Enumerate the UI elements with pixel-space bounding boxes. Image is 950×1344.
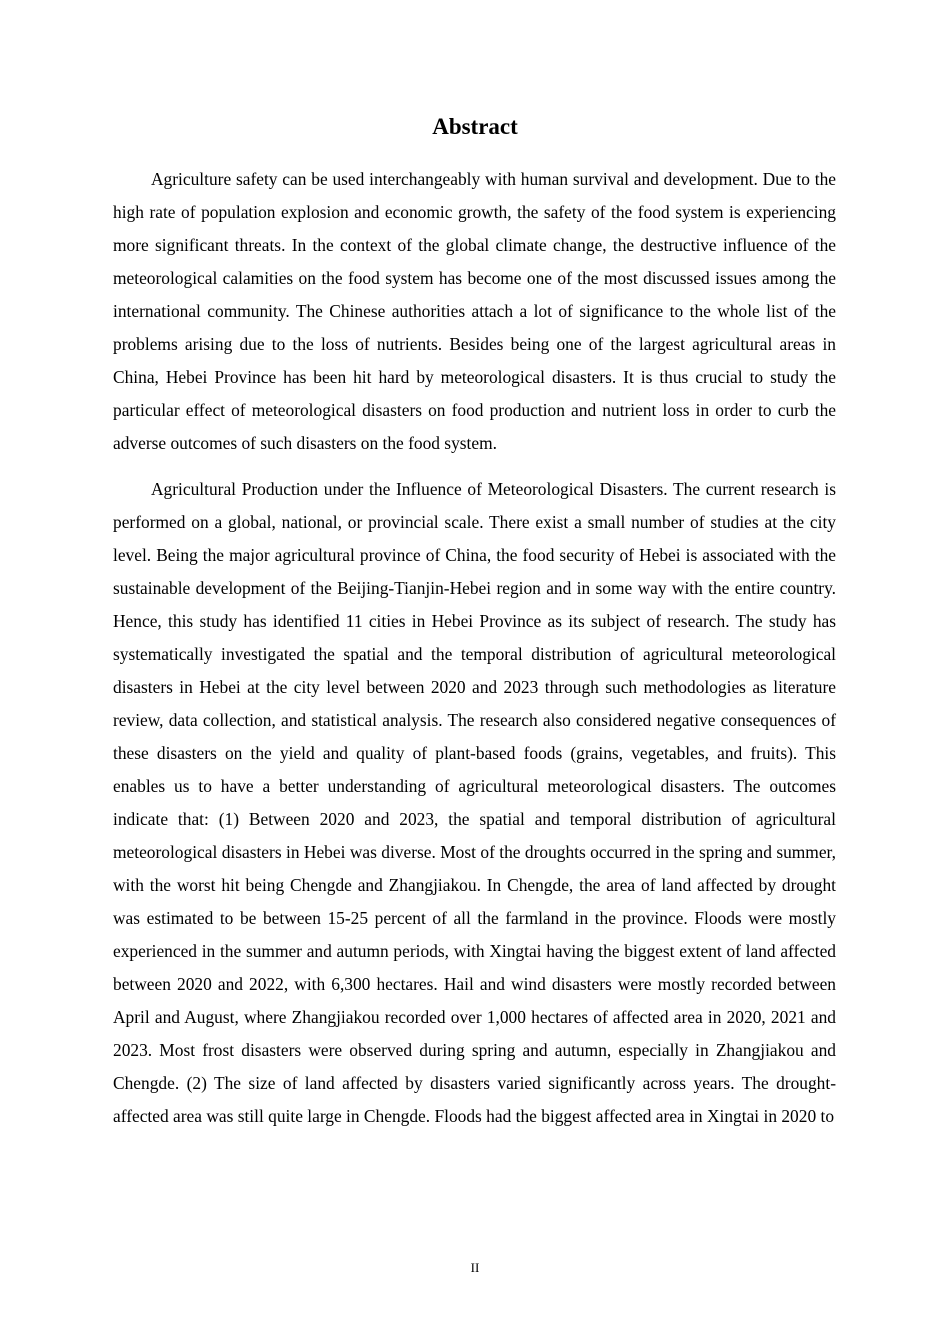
page-number: II bbox=[470, 1260, 480, 1275]
abstract-paragraph-1: Agriculture safety can be used interchangeably with human survival and development. Due to the high rate of population explosion and economic growth, the safety of the food system is experiencing more significant threats. In the context of the global climate change, the destructive influence of the meteorological calamities on the food system has become one of the most discussed issues among the international community. The Chinese authorities attach a lot of significance to the whole list of the problems arising due to the loss of nutrients. Besides being one of the largest agricultural areas in China, Hebei Province has been hit hard by meteorological disasters. It is thus crucial to study the particular effect of meteorological disasters on food production and nutrient loss in order to curb the adverse outcomes of such disasters on the food system. bbox=[113, 169, 836, 453]
abstract-body bbox=[113, 163, 836, 1133]
abstract-paragraph-2: Agricultural Production under the Influence of Meteorological Disasters. The current research is performed on a global, national, or provincial scale. There exist a small number of studies at the city level. Being the major agricultural province of China, the food security of Hebei is associated with the sustainable development of the Beijing-Tianjin-Hebei region and in some way with the entire country. Hence, this study has identified 11 cities in Hebei Province as its subject of research. The study has systematically investigated the spatial and the temporal distribution of agricultural meteorological disasters in Hebei at the city level between 2020 and 2023 through such methodologies as literature review, data collection, and statistical analysis. The research also considered negative consequences of these disasters on the yield and quality of plant-based foods (grains, vegetables, and fruits). This enables us to have a better understanding of agricultural meteorological disasters. The outcomes indicate that: (1) Between 2020 and 2023, the spatial and temporal distribution of agricultural meteorological disasters in Hebei was diverse. Most of the droughts occurred in the spring and summer, with the worst hit being Chengde and Zhangjiakou. In Chengde, the area of land affected by drought was estimated to be between 15-25 percent of all the farmland in the province. Floods were mostly experienced in the summer and autumn periods, with Xingtai having the biggest extent of land affected between 2020 and 2022, with 6,300 hectares. Hail and wind disasters were mostly recorded between April and August, where Zhangjiakou recorded over 1,000 hectares of affected area in 2020, 2021 and 2023. Most frost disasters were observed during spring and autumn, especially in Zhangjiakou and Chengde. (2) The size of land affected by disasters varied significantly across years. The drought-affected area was still quite large in Chengde. Floods had the biggest affected area in Xingtai in 2020 to bbox=[113, 479, 836, 1126]
abstract-heading: Abstract bbox=[432, 114, 518, 139]
